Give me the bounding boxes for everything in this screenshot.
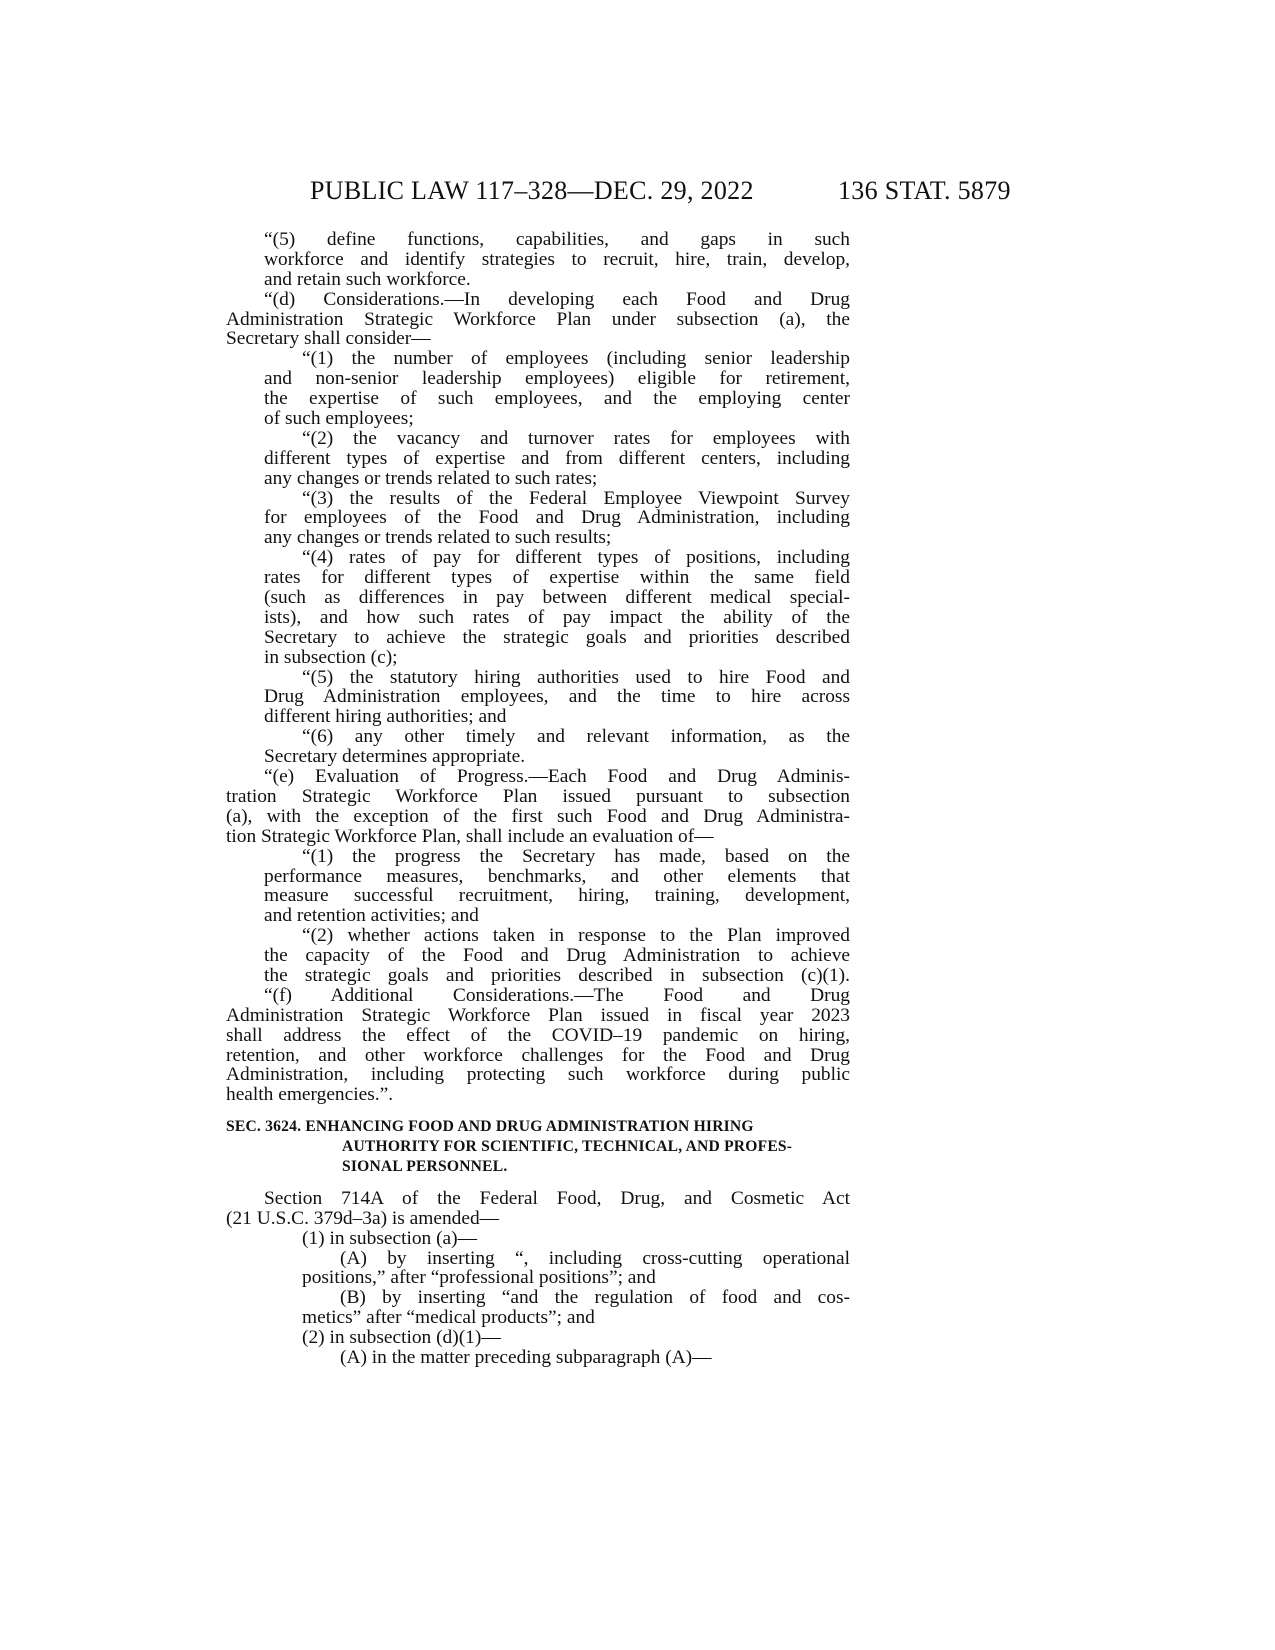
text-line: Secretary determines appropriate. (264, 747, 526, 768)
text-line: any changes or trends related to such results; (264, 528, 612, 549)
text-line: any changes or trends related to such rates; (264, 468, 598, 489)
text-line: “(2) the vacancy and turnover rates for employees with (302, 428, 850, 449)
text-line: “(5) define functions, capabilities, and gaps in such (264, 230, 850, 250)
text-line: of such employees; (264, 409, 414, 429)
statute-page-reference: 136 STAT. 5879 (838, 176, 1011, 205)
text-line: different hiring authorities; and (264, 707, 507, 728)
text-line: (such as differences in pay between different medical special- (264, 588, 850, 608)
text-line: ists), and how such rates of pay impact the ability of the (264, 607, 850, 628)
text-line: “(4) rates of pay for different types of positions, including (302, 548, 850, 569)
text-line: Secretary to achieve the strategic goals and priorities described (264, 627, 850, 648)
text-line: performance measures, benchmarks, and other elements that (264, 866, 850, 887)
subsection-heading-line: “(e) Evaluation of Progress.—Each Food and Drug Adminis- (264, 767, 850, 787)
text-line: workforce and identify strategies to recruit, hire, train, develop, (264, 249, 850, 270)
page-header (0, 176, 1275, 216)
text-line: shall address the effect of the COVID–19 pandemic on hiring, (226, 1025, 850, 1046)
subsection-heading-line: “(f) Additional Considerations.—The Food and Drug (264, 985, 850, 1006)
text-line: Section 714A of the Federal Food, Drug, and Cosmetic Act (264, 1188, 850, 1209)
text-line: rates for different types of expertise within the same field (264, 568, 850, 589)
text-line: in subsection (c); (264, 647, 398, 668)
text-line: Drug Administration employees, and the time to hire across (264, 687, 850, 708)
text-line: Administration Strategic Workforce Plan issued in fiscal year 2023 (226, 1005, 850, 1026)
text-line: “(5) the statutory hiring authorities used to hire Food and (302, 667, 850, 688)
text-line: and retention activities; and (264, 906, 479, 927)
text-line: retention, and other workforce challenges for the Food and Drug (226, 1045, 850, 1066)
text-line: (1) in subsection (a)— (302, 1228, 478, 1249)
text-line: the strategic goals and priorities described in subsection (c)(1). (264, 965, 850, 986)
text-line: tion Strategic Workforce Plan, shall include an evaluation of— (226, 826, 714, 847)
text-line: “(1) the number of employees (including senior leadership (302, 349, 850, 370)
section-heading-continued: SIONAL PERSONNEL. (342, 1157, 508, 1175)
text-line: positions,” after “professional positions”; and (302, 1268, 656, 1289)
text-line: and retain such workforce. (264, 269, 471, 290)
text-line: measure successful recruitment, hiring, training, development, (264, 886, 850, 907)
text-line: different types of expertise and from different centers, including (264, 448, 850, 469)
section-heading-continued: AUTHORITY FOR SCIENTIFIC, TECHNICAL, AND PROFES- (342, 1138, 793, 1156)
text-line: metics” after “medical products”; and (302, 1308, 595, 1329)
text-line: and non-senior leadership employees) eligible for retirement, (264, 369, 850, 390)
text-line: “(1) the progress the Secretary has made, based on the (302, 846, 850, 867)
text-line: (2) in subsection (d)(1)— (302, 1328, 501, 1348)
text-line: (A) by inserting “, including cross-cutting operational (340, 1248, 850, 1269)
text-line: Administration, including protecting such workforce during public (226, 1065, 850, 1086)
subsection-heading-line: “(d) Considerations.—In developing each Food and Drug (264, 289, 850, 310)
text-line: (a), with the exception of the first such Food and Drug Administra- (226, 806, 850, 827)
text-line: “(6) any other timely and relevant information, as the (302, 727, 850, 748)
text-line: tration Strategic Workforce Plan issued pursuant to subsection (226, 786, 850, 807)
text-line: health emergencies.”. (226, 1085, 394, 1106)
text-line: (B) by inserting “and the regulation of food and cos- (340, 1288, 850, 1309)
section-heading: SEC. 3624. ENHANCING FOOD AND DRUG ADMINISTRATION HIRING (226, 1118, 754, 1136)
text-line: “(2) whether actions taken in response to the Plan improved (302, 926, 850, 947)
text-line: “(3) the results of the Federal Employee Viewpoint Survey (302, 488, 850, 509)
text-line: the expertise of such employees, and the employing center (264, 389, 850, 410)
text-line: Administration Strategic Workforce Plan under subsection (a), the (226, 309, 850, 330)
text-line: (A) in the matter preceding subparagraph (A)— (340, 1347, 712, 1368)
text-line: (21 U.S.C. 379d–3a) is amended— (226, 1208, 500, 1229)
running-head: PUBLIC LAW 117–328—DEC. 29, 2022 (310, 176, 754, 205)
text-line: the capacity of the Food and Drug Administration to achieve (264, 946, 850, 966)
document-body (226, 230, 850, 1368)
text-line: for employees of the Food and Drug Administration, including (264, 508, 850, 529)
text-line: Secretary shall consider— (226, 329, 431, 350)
